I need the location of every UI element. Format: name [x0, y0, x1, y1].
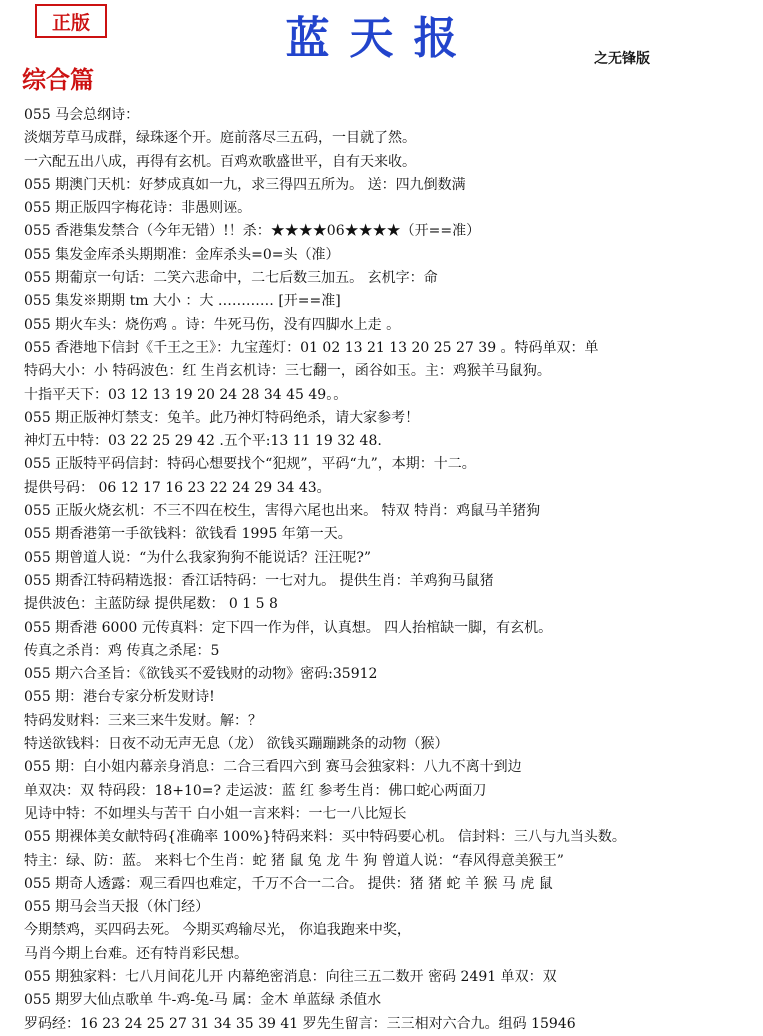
edition-label: 之无锋版 — [594, 51, 650, 67]
content-line: 特送欲钱料：日夜不动无声无息（龙） 欲钱买蹦蹦跳条的动物（猴） — [24, 736, 449, 753]
content-line: 单双决：双 特码段：18+10=? 走运波：蓝 红 参考生肖：佛口蛇心两面刀 — [24, 782, 487, 799]
content-line: 提供号码： 06 12 17 16 23 22 24 29 34 43。 — [24, 479, 331, 496]
content-line: 055 正版火烧玄机：不三不四在校生，害得六尾也出来。 特双 特肖：鸡鼠马羊猪狗 — [24, 503, 541, 520]
content-line: 传真之杀肖：鸡 传真之杀尾：5 — [24, 642, 220, 659]
content-line: 055 马会总纲诗： — [24, 107, 140, 123]
content-line: 十指平天下：03 12 13 19 20 24 28 34 45 49。。 — [24, 386, 348, 403]
content-line: 055 期澳门天机：好梦成真如一九，求三得四五所为。 送：四九倒数满 — [24, 176, 466, 193]
content-line: 见诗中特：不如埋头与苦干 白小姐一言来料：一七一八比短长 — [24, 805, 407, 822]
content-line: 055 期：白小姐内幕亲身消息：二合三看四六到 赛马会独家料：八九不离十到边 — [24, 759, 522, 776]
content-line: 055 期香江特码精选报：香江话特码：一七对九。 提供生肖：羊鸡狗马鼠猪 — [24, 572, 494, 589]
content-line: 今期禁鸡，买四码去死。 今期买鸡输尽光， 你追我跑来中奖， — [24, 922, 411, 939]
content-line: 一六配五出八成，再得有玄机。百鸡欢歌盛世平，自有天来收。 — [24, 153, 416, 170]
content-line: 055 香港集发禁合（今年无错）!！杀：★★★★06★★★★（开==准） — [24, 223, 481, 240]
authentic-badge: 正版 — [35, 4, 107, 38]
content-line: 罗码经：16 23 24 25 27 31 34 35 39 41 罗先生留言：三三相对六合九。组码 15946 — [24, 1015, 576, 1032]
content-line: 055 期六合圣旨：《欲钱买不爱钱财的动物》密码:35912 — [24, 666, 378, 683]
content-line: 马肖今期上台难。还有特肖彩民想。 — [24, 945, 248, 962]
content-line: 055 期香港 6000 元传真料：定下四一作为伴，认真想。 四人抬棺缺一脚，有玄机。 — [24, 619, 553, 636]
page-title: 蓝天报 — [285, 13, 478, 64]
content-line: 055 期罗大仙点歌单 牛-鸡-兔-马 属：金木 单蓝绿 杀值水 — [24, 992, 382, 1009]
content-line: 055 期葡京一句话：二笑六悲命中，二七后数三加五。 玄机字：命 — [24, 270, 438, 287]
content-line: 055 期曾道人说：“为什么我家狗狗不能说话？汪汪呢?” — [24, 549, 371, 566]
content-line: 神灯五中特：03 22 25 29 42 .五个平:13 11 19 32 48. — [24, 433, 382, 450]
content-line: 055 期裸体美女献特码{准确率 100%}特码来料：买中特码要心机。 信封料：三八与九当头数。 — [24, 829, 626, 846]
content-line: 淡烟芳草马成群，绿珠逐个开。庭前落尽三五码，一目就了然。 — [24, 130, 416, 147]
content-line: 055 香港地下信封《千王之王》：九宝莲灯：01 02 13 21 13 20 25 27 39 。特码单双：单 — [24, 339, 599, 356]
section-heading: 综合篇 — [22, 65, 94, 94]
content-line: 特码发财料：三来三来牛发财。解：？ — [24, 712, 262, 729]
content-line: 055 集发金库杀头期期准：金库杀头=0=头（准） — [24, 246, 340, 263]
content-line: 055 期香港第一手欲钱料：欲钱看 1995 年第一天。 — [24, 526, 352, 543]
content-line: 055 期：港台专家分析发财诗! — [24, 689, 215, 706]
content-line: 055 期正版四字梅花诗：非愚则诬。 — [24, 200, 252, 217]
content-line: 055 正版特平码信封：特码心想要找个“犯规”，平码“九”，本期：十二。 — [24, 456, 476, 473]
content-line: 提供波色：主蓝防绿 提供尾数： 0 1 5 8 — [24, 596, 278, 613]
content-line: 055 期火车头：烧伤鸡 。诗：牛死马伤，没有四脚水上走 。 — [24, 316, 401, 333]
content-lines — [24, 104, 754, 1036]
content-line: 055 期独家料：七八月间花儿开 内幕绝密消息：向往三五二数开 密码 2491 单双：双 — [24, 968, 557, 985]
content-line: 055 期马会当天报（休门经） — [24, 899, 210, 916]
content-line: 特码大小：小 特码波色：红 生肖玄机诗：三七翻一，函谷如玉。主：鸡猴羊马鼠狗。 — [24, 363, 551, 380]
content-line: 055 期正版神灯禁支：兔羊。此乃神灯特码绝杀，请大家参考！ — [24, 409, 420, 426]
content-line: 055 期奇人透露：观三看四也难定，千万不合一二合。 提供：猪 猪 蛇 羊 猴 马 虎 鼠 — [24, 875, 553, 892]
content-line: 055 集发※期期 tm 大小 ：大 ………… [开==准] — [24, 293, 341, 310]
content-line: 特主：绿、防：蓝。 来料七个生肖：蛇 猪 鼠 兔 龙 牛 狗 曾道人说：“春风得意美猴王” — [24, 852, 564, 869]
